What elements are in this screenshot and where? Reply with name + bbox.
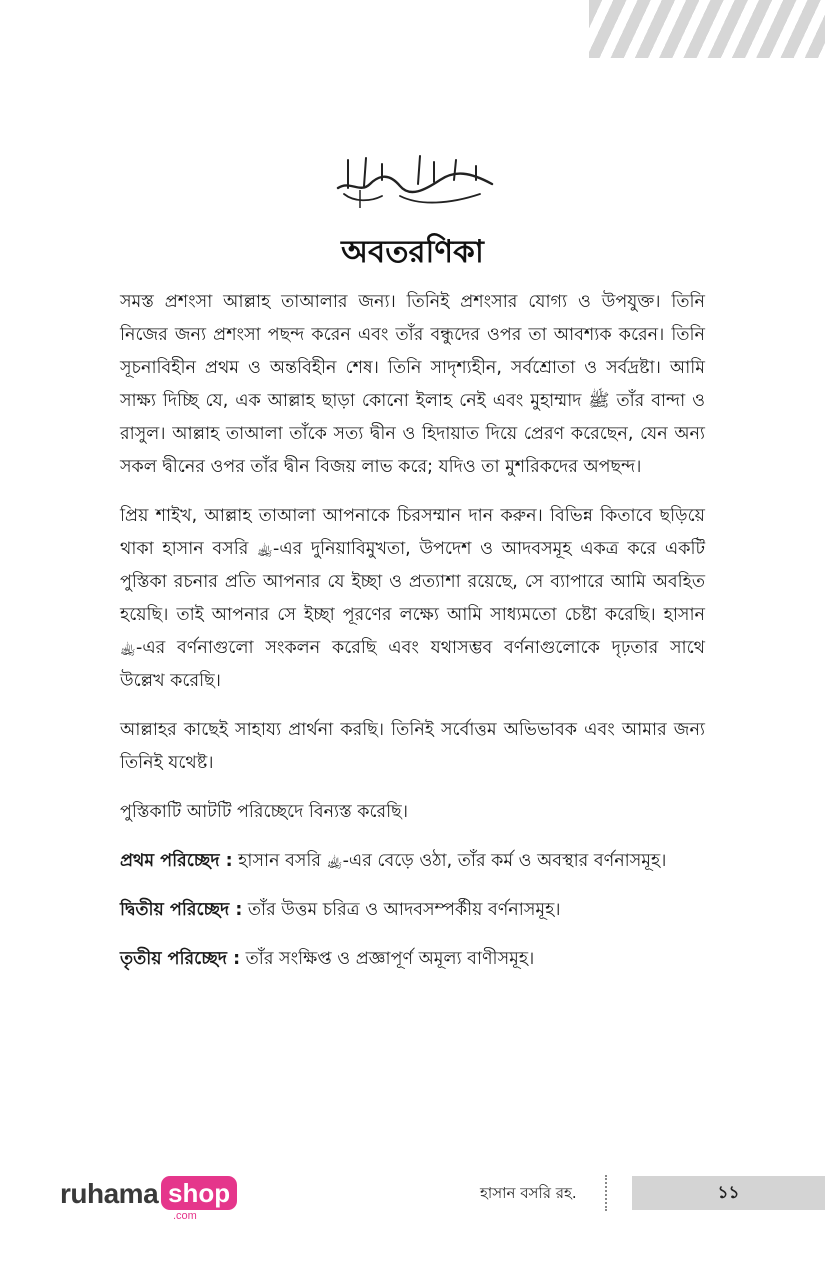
chapter-label: দ্বিতীয় পরিচ্ছেদ : xyxy=(120,900,243,920)
page-title: অবতরণিকা xyxy=(341,234,484,270)
paragraph: আল্লাহর কাছেই সাহায্য প্রার্থনা করছি। তিনিই সর্বোত্তম অভিভাবক এবং আমার জন্য তিনিই যথেষ্ট। xyxy=(120,720,705,773)
chapter-entry xyxy=(120,943,705,976)
paragraph: সমস্ত প্রশংসা আল্লাহ তাআলার জন্য। তিনিই প্রশংসার যোগ্য ও উপযুক্ত। তিনি নিজের জন্য প্রশংসা পছন্দ করেন এবং তাঁর বন্ধুদের ওপর তা আবশ্যক করেন। তিনি সূচনাবিহীন প্রথম ও অন্তবিহীন শেষ। তিনি সাদৃশ্যহীন, সর্বশ্রোতা ও সর্বদ্রষ্টা। আমি সাক্ষ্য দিচ্ছি যে, এক আল্লাহ ছাড়া কোনো ইলাহ নেই এবং মুহাম্মাদ ﷺ তাঁর বান্দা ও রাসুল। আল্লাহ তাআলা তাঁকে সত্য দ্বীন ও হিদায়াত দিয়ে প্রেরণ করেছেন, যেন অন্য সকল দ্বীনের ওপর তাঁর দ্বীন বিজয় লাভ করে; যদিও তা মুশরিকদের অপছন্দ। xyxy=(120,292,705,477)
ruhamashop-logo xyxy=(60,1176,240,1226)
logo-text: ruhama xyxy=(60,1178,159,1209)
chapter-entry xyxy=(120,894,705,927)
chapter-description: তাঁর সংক্ষিপ্ত ও প্রজ্ঞাপূর্ণ অমূল্য বাণীসমূহ। xyxy=(240,949,535,969)
chapter-description: হাসান বসরি ﵀-এর বেড়ে ওঠা, তাঁর কর্ম ও অবস্থার বর্ণনাসমূহ। xyxy=(232,851,667,871)
body-text xyxy=(120,286,705,992)
corner-stripes-decoration xyxy=(589,0,825,58)
chapter-entry xyxy=(120,845,705,878)
logo-subtext: .com xyxy=(173,1210,197,1222)
footer-divider xyxy=(605,1175,607,1211)
chapter-label: প্রথম পরিচ্ছেদ : xyxy=(120,851,233,871)
logo-badge: shop xyxy=(161,1176,237,1210)
page-number: ১১ xyxy=(632,1176,825,1210)
chapter-description: তাঁর উত্তম চরিত্র ও আদবসম্পর্কীয় বর্ণনাসমূহ। xyxy=(242,900,561,920)
running-head: হাসান বসরি রহ. xyxy=(480,1184,577,1202)
paragraph: পুস্তিকাটি আটটি পরিচ্ছেদে বিন্যস্ত করেছি। xyxy=(120,802,409,822)
paragraph: প্রিয় শাইখ, আল্লাহ তাআলা আপনাকে চিরসম্মান দান করুন। বিভিন্ন কিতাবে ছড়িয়ে থাকা হাসান বসরি ﵀-এর দুনিয়াবিমুখতা, উপদেশ ও আদবসমূহ একত্র করে একটি পুস্তিকা রচনার প্রতি আপনার যে ইচ্ছা ও প্রত্যাশা রয়েছে, সে ব্যাপারে আমি অবহিত হয়েছি। তাই আপনার সে ইচ্ছা পূরণের লক্ষ্যে আমি সাধ্যমতো চেষ্টা করেছি। হাসান ﵀-এর বর্ণনাগুলো সংকলন করেছি এবং যথাসম্ভব বর্ণনাগুলোকে দৃঢ়তার সাথে উল্লেখ করেছি। xyxy=(120,506,705,691)
chapter-label: তৃতীয় পরিচ্ছেদ : xyxy=(120,949,241,969)
calligraphy-bismillah-icon xyxy=(330,150,500,210)
